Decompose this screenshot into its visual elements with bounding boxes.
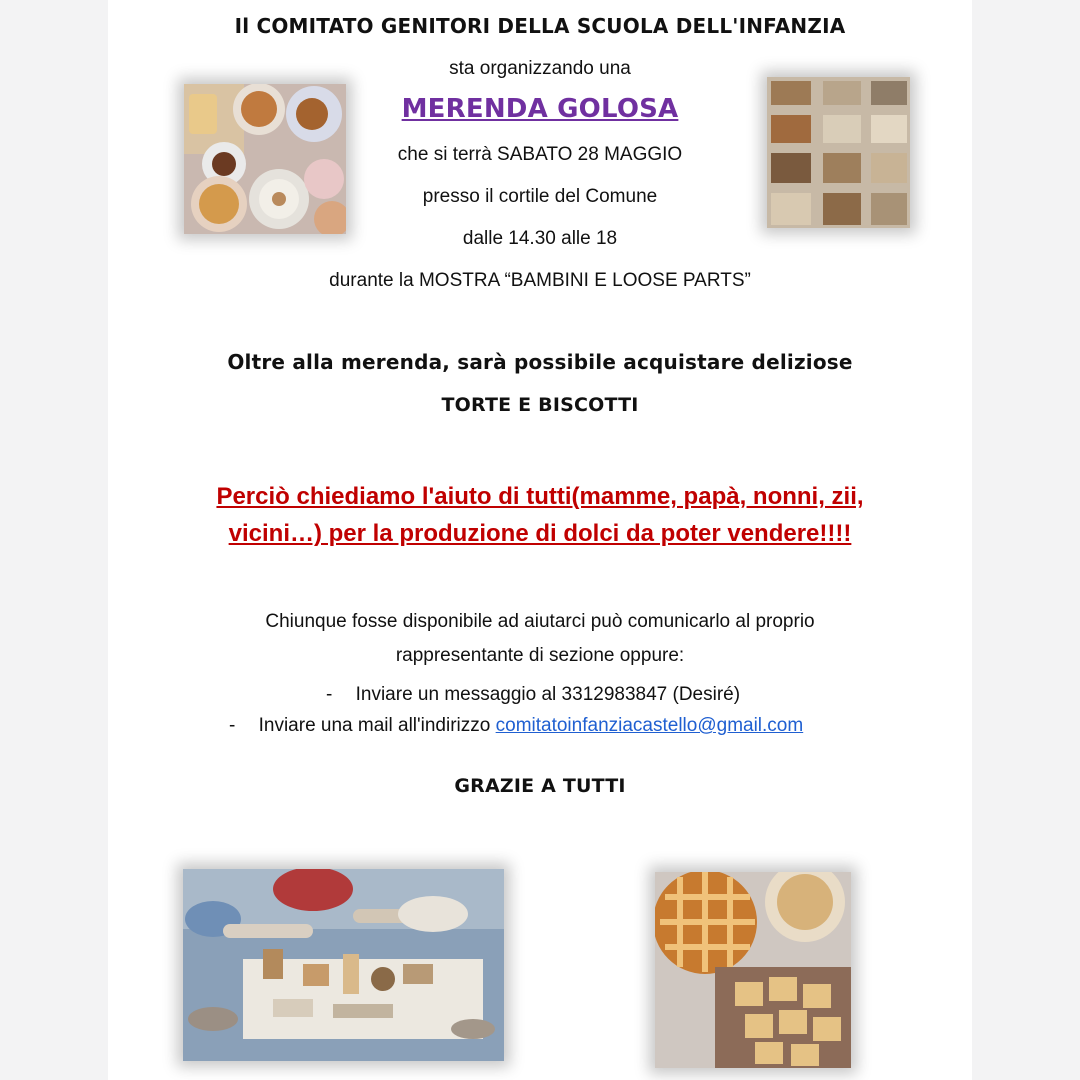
bullet-1-text: Inviare un messaggio al 3312983847 (Desiré) xyxy=(355,684,741,705)
bullet-dash: - xyxy=(229,715,236,736)
wooden-loose-parts-photo xyxy=(767,77,910,228)
bullet-dash: - xyxy=(326,684,333,705)
email-link[interactable]: comitatoinfanziacastello@gmail.com xyxy=(495,715,804,736)
sale-line-2: TORTE E BISCOTTI xyxy=(441,394,639,416)
contact-bullet-1 xyxy=(326,684,740,706)
appeal-line-1: Perciò chiediamo l'aiuto di tutti(mamme, papà, nonni, zii, xyxy=(216,483,864,510)
time-line: dalle 14.30 alle 18 xyxy=(462,228,618,249)
breakfast-pastries-photo xyxy=(184,84,346,234)
contact-intro-2: rappresentante di sezione oppure: xyxy=(395,645,685,666)
exhibit-line: durante la MOSTRA “BAMBINI E LOOSE PARTS” xyxy=(329,270,751,291)
children-playing-loose-parts-photo xyxy=(183,869,504,1061)
event-name: MERENDA GOLOSA xyxy=(401,94,679,124)
jam-tart-and-cookies-photo xyxy=(655,872,851,1068)
sale-line-1: Oltre alla merenda, sarà possibile acquistare deliziose xyxy=(227,350,853,374)
organizing-line: sta organizzando una xyxy=(449,58,631,79)
committee-title: Il COMITATO GENITORI DELLA SCUOLA DELL'INFANZIA xyxy=(234,14,846,38)
date-line: che si terrà SABATO 28 MAGGIO xyxy=(397,144,683,165)
appeal-line-2: vicini…) per la produzione di dolci da poter vendere!!!! xyxy=(228,520,852,547)
contact-intro-1: Chiunque fosse disponibile ad aiutarci può comunicarlo al proprio xyxy=(265,611,815,632)
place-line: presso il cortile del Comune xyxy=(422,186,658,207)
thanks-title: GRAZIE A TUTTI xyxy=(454,775,626,797)
bullet-2-text: Inviare una mail all'indirizzo xyxy=(258,715,496,736)
contact-bullet-2 xyxy=(229,715,803,737)
